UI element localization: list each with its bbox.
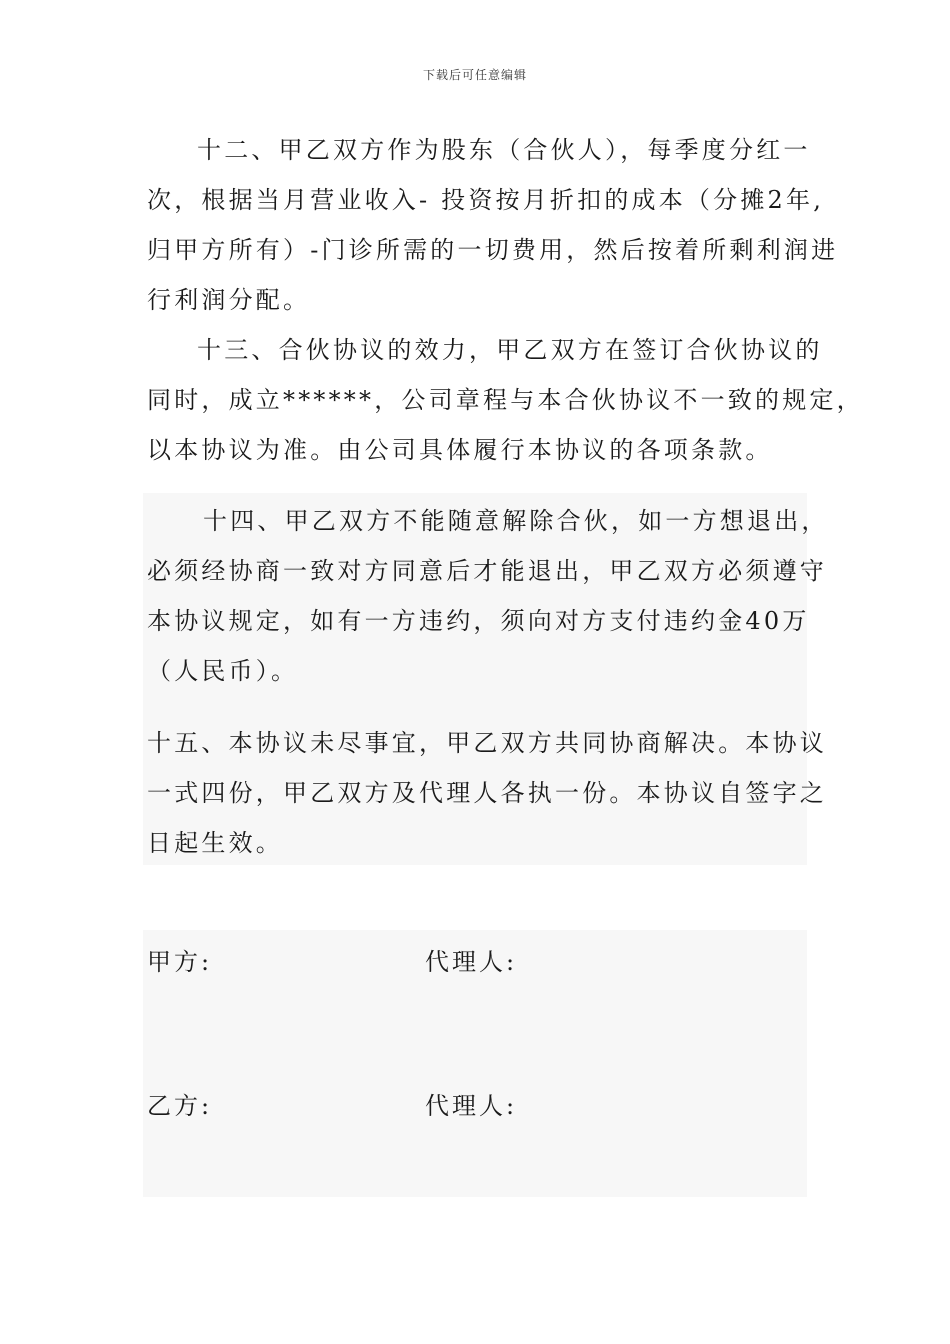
- clause-15-line-3: 日起生效。: [147, 829, 283, 857]
- clause-12-line-3: 归甲方所有）-门诊所需的一切费用，然后按着所剩利润进: [147, 236, 839, 264]
- clause-13: [147, 325, 864, 475]
- header-note: 下载后可任意编辑: [422, 68, 527, 82]
- clause-12: [147, 125, 839, 325]
- clause-15-line-2: 一式四份，甲乙双方及代理人各执一份。本协议自签字之: [147, 779, 827, 807]
- clause-15-line-1: 十五、本协议未尽事宜，甲乙双方共同协商解决。本协议: [147, 729, 827, 757]
- party-a-label: 甲方:: [147, 948, 213, 976]
- clause-12-line-4: 行利润分配。: [147, 286, 311, 314]
- clause-13-line-2: 同时，成立******，公司章程与本合伙协议不一致的规定，: [147, 386, 864, 414]
- party-b-agent-label: 代理人:: [425, 1092, 518, 1120]
- clause-15: [147, 718, 827, 868]
- clause-14: [147, 496, 829, 696]
- clause-12-line-1: 十二、甲乙双方作为股东（合伙人），每季度分红一: [197, 136, 811, 164]
- clause-14-line-3: 本协议规定，如有一方违约，须向对方支付违约金40万: [147, 607, 810, 635]
- clause-13-line-1: 十三、合伙协议的效力，甲乙双方在签订合伙协议的: [197, 336, 823, 364]
- clause-14-line-1: 十四、甲乙双方不能随意解除合伙，如一方想退出，: [203, 507, 829, 535]
- party-a-agent-label: 代理人:: [425, 948, 518, 976]
- party-b-label: 乙方:: [147, 1092, 213, 1120]
- clause-13-line-3: 以本协议为准。由公司具体履行本协议的各项条款。: [147, 436, 773, 464]
- clause-12-line-2: 次，根据当月营业收入- 投资按月折扣的成本（分摊2年,: [147, 186, 825, 214]
- clause-14-line-2: 必须经协商一致对方同意后才能退出，甲乙双方必须遵守: [147, 557, 827, 585]
- clause-14-line-4: （人民币）。: [147, 657, 299, 685]
